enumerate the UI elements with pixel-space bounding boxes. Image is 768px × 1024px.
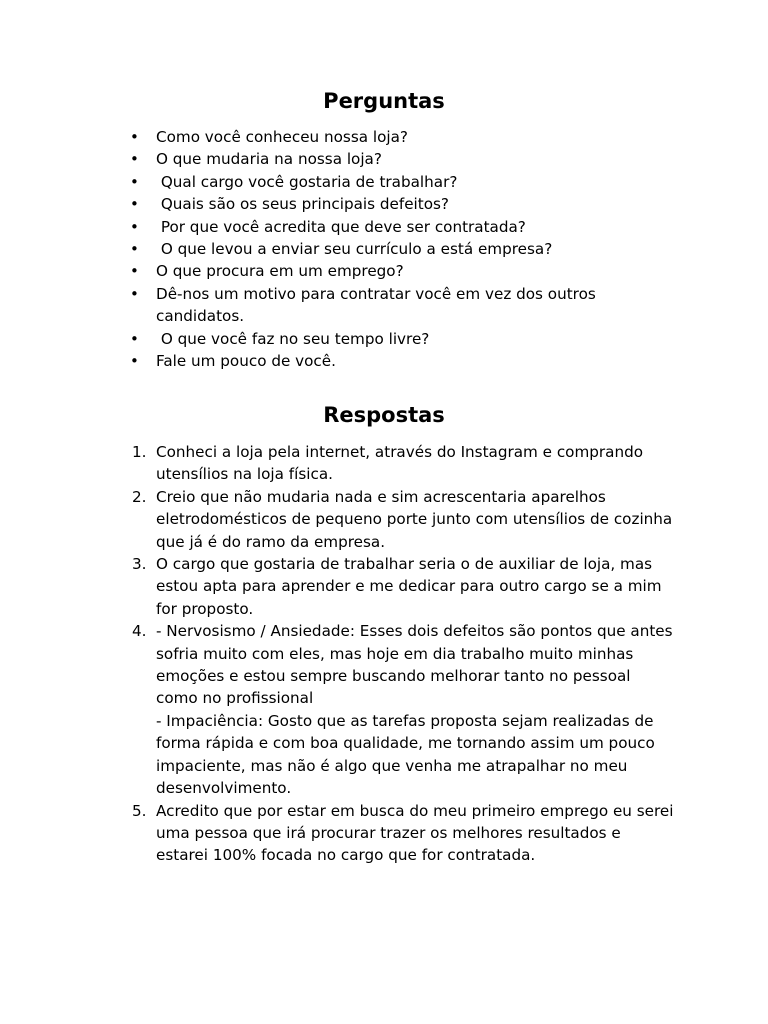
answers-list [0, 441, 768, 867]
question-text: O que levou a enviar seu currículo a está empresa? [156, 240, 553, 259]
question-item [0, 328, 676, 350]
question-item [0, 260, 676, 282]
question-item [0, 126, 676, 148]
question-text: O que procura em um emprego? [156, 262, 404, 281]
answer-text: Creio que não mudaria nada e sim acrescentaria aparelhos eletrodomésticos de pequeno porte junto com utensílios de cozinha que já é do ramo da empresa. [156, 487, 678, 551]
answer-item [0, 620, 676, 799]
answer-number: 3. [132, 555, 147, 574]
answer-item [0, 441, 676, 486]
bullet-icon: • [130, 217, 139, 236]
answer-number: 2. [132, 487, 147, 506]
question-item [0, 350, 676, 372]
answer-item [0, 553, 676, 620]
bullet-icon: • [130, 128, 139, 146]
question-item [0, 283, 676, 328]
question-text: Fale um pouco de você. [156, 352, 336, 371]
bullet-icon: • [130, 240, 139, 259]
question-item [0, 216, 676, 238]
answers-title: Respostas [323, 403, 445, 427]
question-text: Qual cargo você gostaria de trabalhar? [156, 172, 458, 191]
question-text: O que mudaria na nossa loja? [156, 150, 382, 169]
answer-number: 5. [132, 801, 147, 820]
question-item [0, 193, 676, 215]
bullet-icon: • [130, 172, 139, 191]
question-text: Por que você acredita que deve ser contratada? [156, 217, 526, 236]
answer-item [0, 800, 679, 867]
bullet-icon: • [130, 329, 139, 348]
question-item [0, 238, 676, 260]
question-item [0, 171, 676, 193]
questions-list [0, 126, 768, 372]
question-text: Quais são os seus principais defeitos? [156, 195, 449, 214]
question-text: O que você faz no seu tempo livre? [156, 329, 430, 348]
bullet-icon: • [130, 284, 139, 303]
answer-text: O cargo que gostaria de trabalhar seria o de auxiliar de loja, mas estou apta para aprender e me dedicar para outro cargo se a mim for proposto. [156, 555, 667, 618]
question-text: Dê-nos um motivo para contratar você em vez dos outros candidatos. [156, 284, 601, 326]
bullet-icon: • [130, 262, 139, 281]
question-text: Como você conheceu nossa loja? [156, 128, 408, 146]
bullet-icon: • [130, 352, 139, 371]
answer-text: Acredito que por estar em busca do meu primeiro emprego eu serei uma pessoa que irá procurar trazer os melhores resultados e estarei 100% focada no cargo que for contratada. [156, 801, 679, 865]
bullet-icon: • [130, 195, 139, 214]
answer-item [0, 486, 676, 553]
answer-text: Conheci a loja pela internet, através do Instagram e comprando utensílios na loja física. [156, 443, 648, 484]
answer-text-continued: - Impaciência: Gosto que as tarefas proposta sejam realizadas de forma rápida e com boa qualidade, me tornando assim um pouco impaciente, mas não é algo que venha me atrapalhar no meu desenvolvimento. [156, 711, 660, 798]
answer-number: 4. [132, 622, 147, 641]
question-item [0, 148, 676, 170]
bullet-icon: • [130, 150, 139, 169]
answer-number: 1. [132, 443, 147, 461]
questions-title: Perguntas [323, 89, 445, 113]
answer-text: - Nervosismo / Ansiedade: Esses dois defeitos são pontos que antes sofria muito com eles, mas hoje em dia trabalho muito minhas emoções e estou sempre buscando melhorar tanto no pessoal como no profissional [156, 622, 678, 708]
